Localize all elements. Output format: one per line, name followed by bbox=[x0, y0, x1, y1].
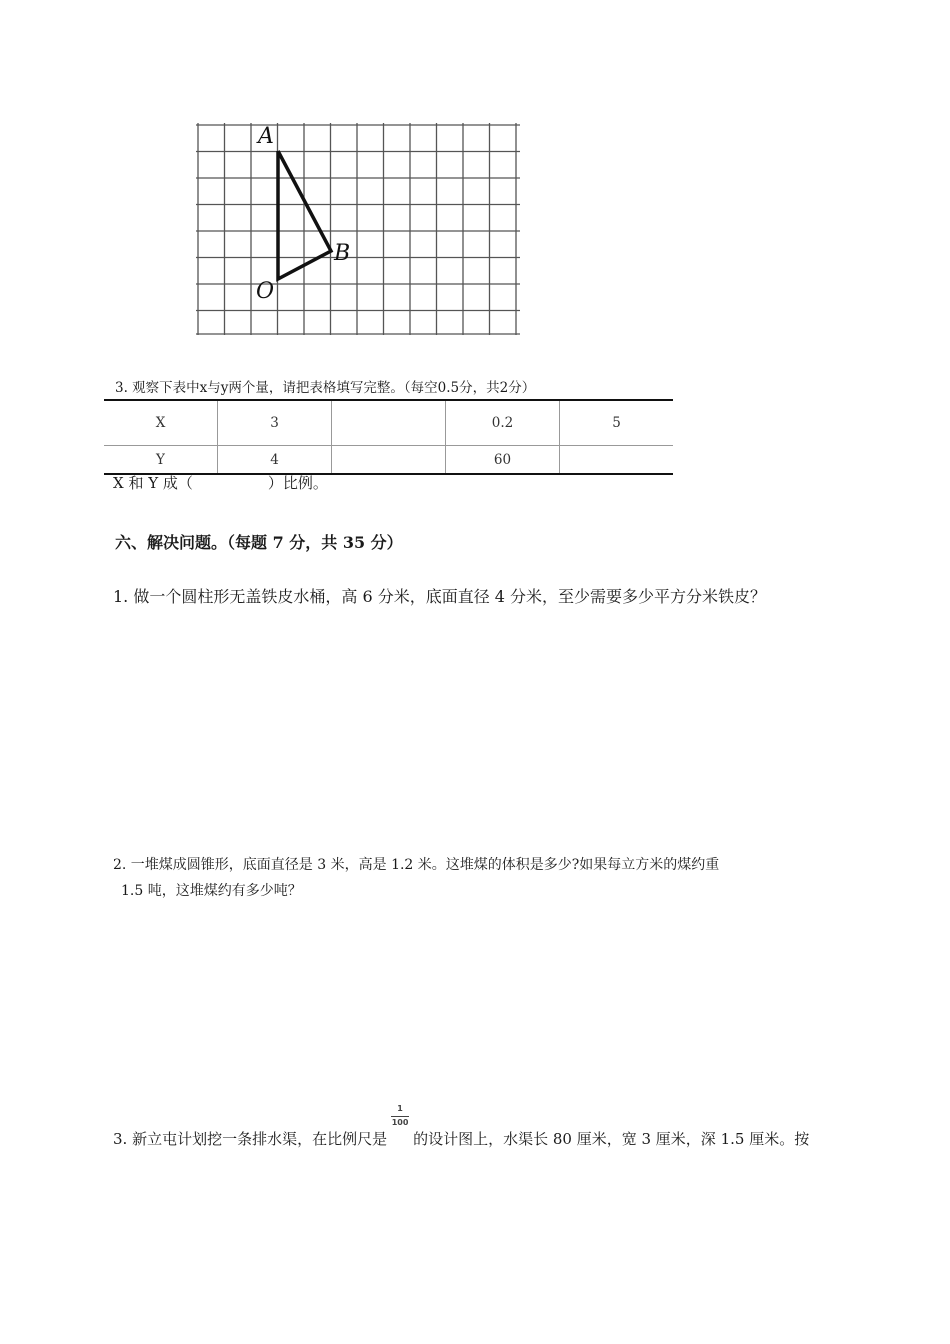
table-row-y bbox=[104, 446, 673, 475]
problem-2 bbox=[113, 852, 843, 904]
problem-1: 1. 做一个圆柱形无盖铁皮水桶，高 6 分米，底面直径 4 分米，至少需要多少平方分米铁皮？ bbox=[113, 587, 767, 606]
table-cell: X bbox=[104, 400, 218, 446]
table-cell: 4 bbox=[218, 446, 332, 475]
table-cell: 5 bbox=[560, 400, 674, 446]
xy-table bbox=[104, 399, 673, 475]
label-a: A bbox=[258, 124, 274, 149]
fraction-numerator: 1 bbox=[397, 1104, 403, 1113]
table-cell: Y bbox=[104, 446, 218, 475]
label-o: O bbox=[256, 279, 275, 304]
scale-fraction bbox=[387, 1104, 413, 1144]
fraction-denominator: 100 bbox=[391, 1118, 409, 1127]
question-3-prompt: 3. 观察下表中x与y两个量，请把表格填写完整。（每空0.5分，共2分） bbox=[115, 380, 536, 396]
table-row-x bbox=[104, 400, 673, 446]
section-title: 六、解决问题。（每题 7 分，共 35 分） bbox=[115, 533, 403, 552]
table-cell-blank[interactable] bbox=[332, 400, 446, 446]
table-cell: 60 bbox=[446, 446, 560, 475]
problem-2-line-2: 1.5 吨，这堆煤约有多少吨？ bbox=[121, 883, 302, 899]
problem-2-line-1: 2. 一堆煤成圆锥形，底面直径是 3 米，高是 1.2 米。这堆煤的体积是多少?如果每立方米的煤约重 bbox=[113, 857, 720, 873]
label-b: B bbox=[334, 241, 351, 266]
table-cell-blank[interactable] bbox=[332, 446, 446, 475]
table-cell: 3 bbox=[218, 400, 332, 446]
problem-3-text-after: 的设计图上，水渠长 80 厘米，宽 3 厘米，深 1.5 厘米。按 bbox=[413, 1130, 810, 1148]
fraction-bar bbox=[391, 1116, 409, 1117]
ratio-fill-in-line: X 和 Y 成（ ）比例。 bbox=[113, 474, 328, 492]
problem-3-text-before: 3. 新立屯计划挖一条排水渠，在比例尺是 bbox=[113, 1130, 388, 1148]
table-cell-blank[interactable] bbox=[560, 446, 674, 475]
grid-diagram bbox=[196, 123, 520, 335]
grid-triangle-figure bbox=[196, 123, 520, 335]
table-cell: 0.2 bbox=[446, 400, 560, 446]
problem-3 bbox=[113, 1104, 810, 1149]
